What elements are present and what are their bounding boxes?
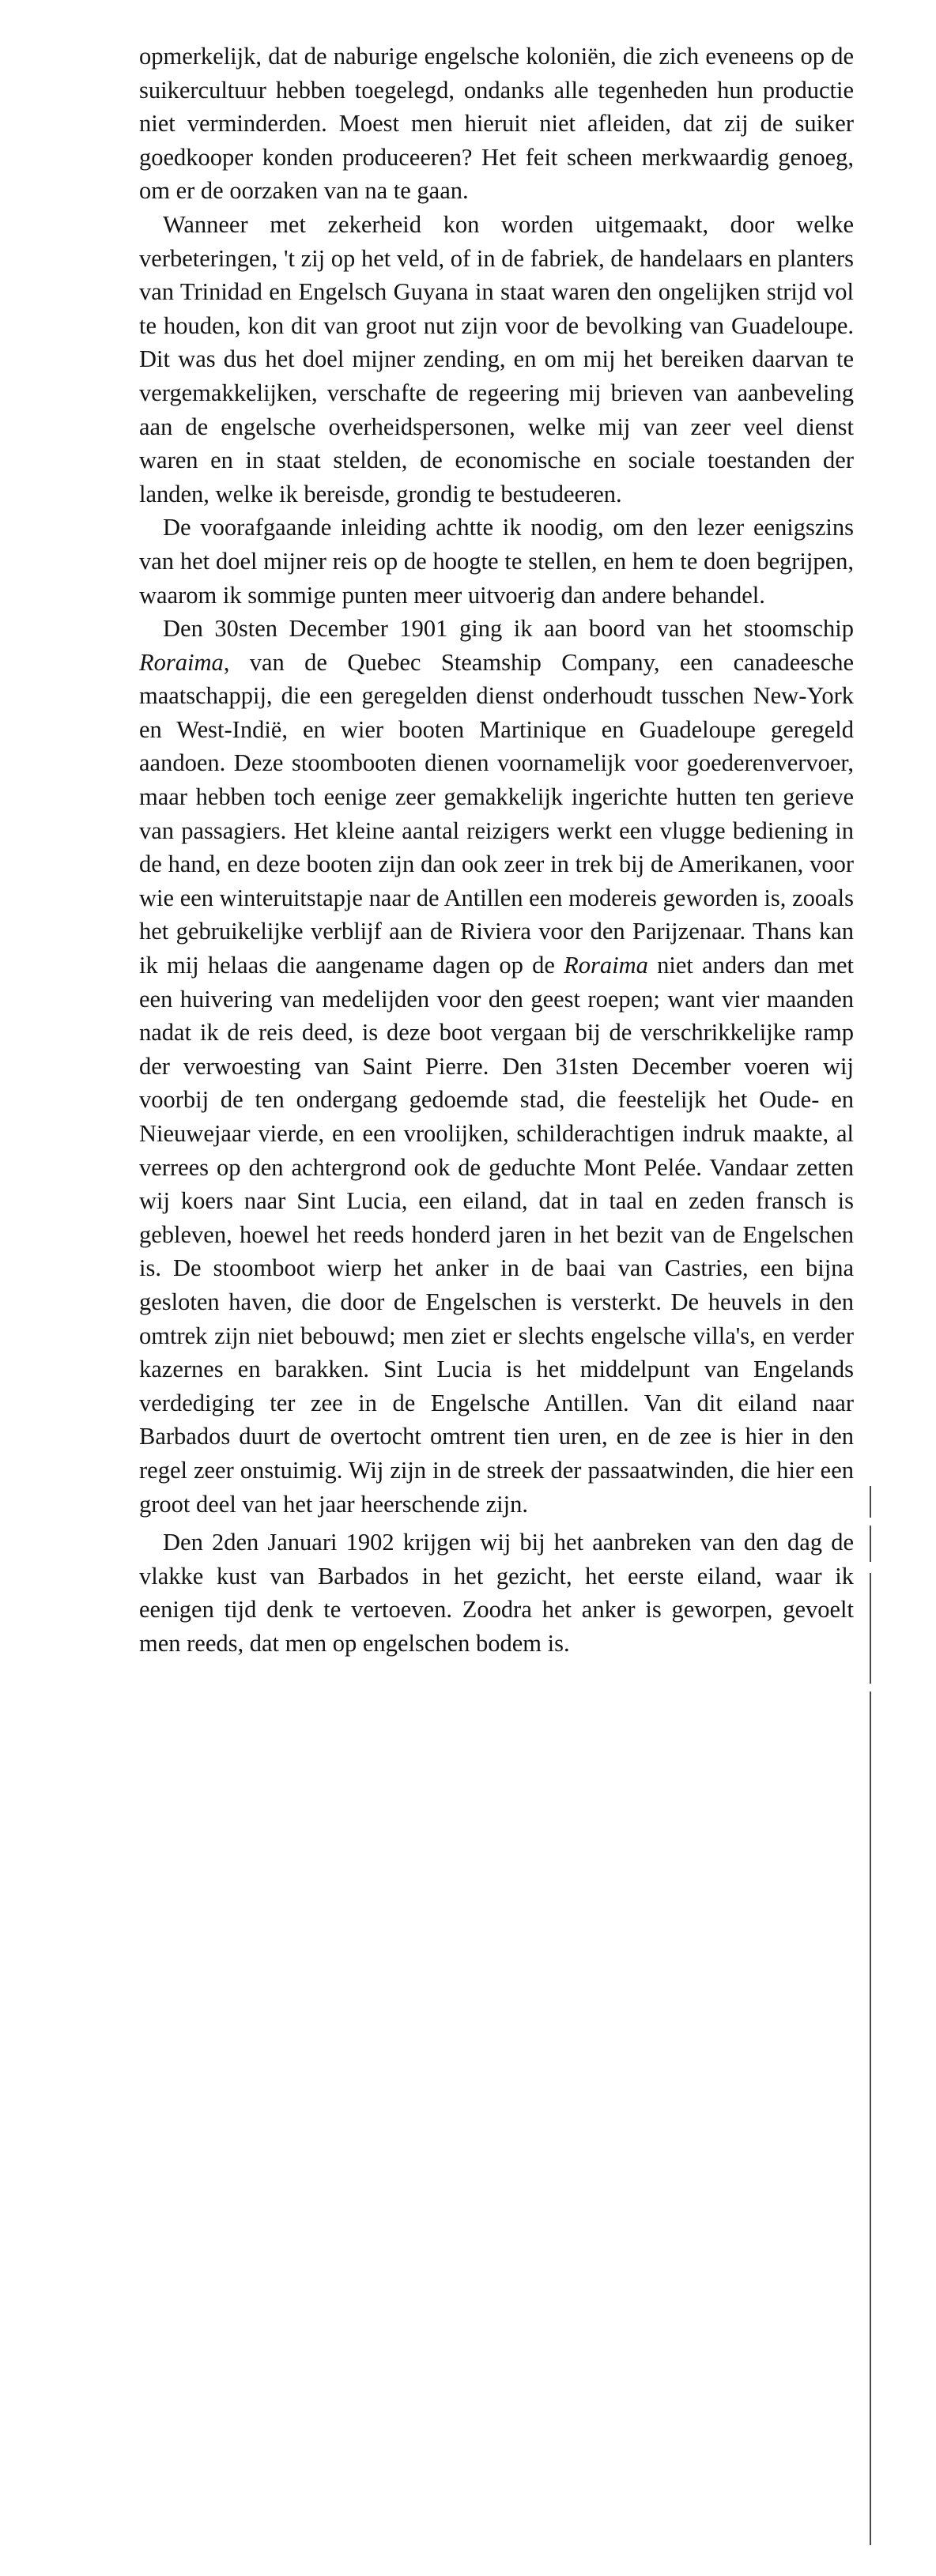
paragraph-2: [139, 208, 854, 511]
paragraph-5-text: Den 2den Januari 1902 krijgen wij bij het aanbreken van den dag de vlakke kust van Barbados in het gezicht, het eerste eiland, waar ik eenigen tijd denk te vertoeven. Zoodra het anker is geworpen, gevoelt men reeds, dat men op engelschen bodem is.: [139, 1529, 854, 1657]
paragraph-3-text: De voorafgaande inleiding achtte ik noodig, om den lezer eenigszins van het doel mijner reis op de hoogte te stellen, en hem te doen begrijpen, waarom ik sommige punten meer uitvoerig dan andere behandel.: [139, 514, 854, 609]
margin-line-2: [870, 1526, 871, 1562]
paragraph-4-text-a: Den 30sten December 1901 ging ik aan boord van het stoomschip: [163, 615, 854, 643]
paragraph-2-text: Wanneer met zekerheid kon worden uitgemaakt, door welke verbeteringen, 't zij op het veld, of in de fabriek, de handelaars en planters van Trinidad en Engelsch Guyana in staat waren den ongelijken strijd vol te houden, kon dit van groot nut zijn voor de bevolking van Guadeloupe. Dit was dus het doel mijner zending, en om mij het bereiken daarvan te vergemakkelijken, verschafte de regeering mij brieven van aanbeveling aan de engelsche overheidspersonen, welke mij van zeer veel dienst waren en in staat stelden, de economische en sociale toestanden der landen, welke ik bereisde, grondig te bestudeeren.: [139, 210, 854, 507]
margin-line-4: [870, 1692, 871, 2545]
paragraph-3: [139, 511, 854, 612]
paragraph-4-text-c: niet anders dan met een huivering van medelijden voor den geest roepen; want vier maanden nadat ik de reis deed, is deze boot vergaan bij de verschrikkelijke ramp der verwoesting van Saint Pierre. Den 31sten December voeren wij voorbij de ten ondergang gedoemde stad, die feestelijk het Oude- en Nieuwejaar vierde, en een vroolijken, schilderachtigen indruk maakte, al verrees op den achtergrond ook de geduchte Mont Pelée. Vandaar zetten wij koers naar Sint Lucia, een eiland, dat in taal en zeden fransch is gebleven, hoewel het reeds honderd jaren in het bezit van de Engelschen is. De stoomboot wierp het anker in de baai van Castries, een bijna gesloten haven, die door de Engelschen is versterkt. De heuvels in den omtrek zijn niet bebouwd; men ziet er slechts engelsche villa's, en verder kazernes en barakken. Sint Lucia is het middelpunt van Engelands verdediging ter zee in de Engelsche Antillen. Van dit eiland naar Barbados duurt de overtocht omtrent tien uren, en de zee is hier in den regel zeer onstuimig. Wij zijn in de streek der passaatwinden, die hier een groot deel van het jaar heerschende zijn.: [139, 952, 854, 1518]
margin-line-3: [870, 1573, 871, 1684]
document-page: [139, 40, 854, 1661]
paragraph-4-text-b: , van de Quebec Steamship Company, een canadeesche maatschappij, die een geregelden dienst onderhoudt tusschen New-York en West-Indië, en wier booten Martinique en Guadeloupe geregeld aandoen. Deze stoombooten dienen voornamelijk voor goederenvervoer, maar hebben toch eenige zeer gemakkelijk ingerichte hutten ten gerieve van passagiers. Het kleine aantal reizigers werkt een vlugge bediening in de hand, en deze booten zijn dan ook zeer in trek bij de Amerikanen, voor wie een winteruitstapje naar de Antillen een modereis geworden is, zooals het gebruikelijke verblijf aan de Riviera voor den Parijzenaar. Thans kan ik mij helaas die aangename dagen op de: [139, 648, 854, 979]
margin-line-1: [870, 1486, 871, 1518]
ship-name-roraima-2: Roraima: [564, 952, 648, 979]
paragraph-1: [139, 40, 854, 208]
ship-name-roraima: Roraima: [139, 648, 224, 676]
paragraph-5: [139, 1526, 854, 1660]
paragraph-4: [139, 612, 854, 1521]
paragraph-1-text: opmerkelijk, dat de naburige engelsche koloniën, die zich eveneens op de suikercultuur hebben toegelegd, ondanks alle tegenheden hun productie niet verminderden. Moest men hieruit niet afleiden, dat zij de suiker goedkooper konden produceeren? Het feit scheen merkwaardig genoeg, om er de oorzaken van na te gaan.: [139, 43, 854, 205]
